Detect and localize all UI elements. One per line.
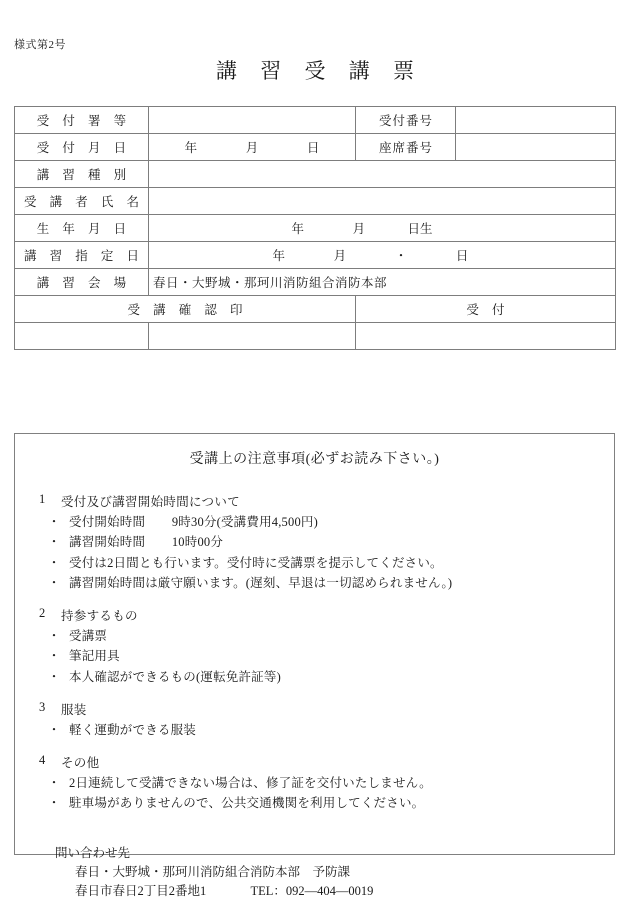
attendance-form-table (14, 106, 616, 350)
label-venue: 講 習 会 場 (15, 269, 149, 296)
label-birth-date: 生 年 月 日 (15, 215, 149, 242)
bullet-icon: ・ (47, 575, 61, 590)
list-item (39, 532, 614, 552)
notice-4-item-2: 駐車場がありませんので、公共交通機関を利用してください。 (69, 796, 425, 811)
table-row (15, 215, 616, 242)
label-reception: 受 付 (356, 296, 616, 323)
label-reception-date: 受 付 月 日 (15, 134, 149, 161)
label-designated-date: 講 習 指 定 日 (15, 242, 149, 269)
notice-box (14, 433, 615, 899)
notice-section-4 (39, 753, 614, 814)
page-title: 講 習 受 講 票 (216, 59, 423, 83)
label-attendee-name: 受 講 者 氏 名 (15, 188, 149, 215)
label-attendance-seal: 受 講 確 認 印 (15, 296, 356, 323)
signature-body-row (15, 323, 616, 350)
notice-2-item-1: 受講票 (69, 629, 108, 643)
notice-section-3-head (39, 700, 614, 718)
reception-date-month: 月 (245, 141, 259, 155)
list-item (39, 626, 614, 646)
field-seat-number[interactable] (456, 134, 616, 161)
notice-4-item-1: 2日連続して受講できない場合は、修了証を交付いたしません。 (69, 776, 432, 790)
designated-date-day: 日 (455, 249, 469, 263)
bullet-icon: ・ (47, 722, 61, 737)
field-designated-date[interactable] (149, 242, 616, 269)
form-number: 様式第2号 (14, 39, 66, 51)
notice-section-2-number: 2 (39, 606, 46, 620)
table-row (15, 269, 616, 296)
table-row (15, 107, 616, 134)
notice-1-item-3: 受付は2日間とも行います。受付時に受講票を提示してください。 (69, 555, 443, 570)
list-item (39, 667, 614, 687)
field-attendance-seal-day2[interactable] (149, 323, 356, 350)
field-reception-number[interactable] (456, 107, 616, 134)
bullet-icon: ・ (47, 649, 61, 664)
table-row (15, 134, 616, 161)
notice-1-item-2-value: 10時00分 (171, 535, 224, 550)
label-reception-number: 受付番号 (356, 107, 456, 134)
contact-telephone: TEL：092—404—0019 (250, 884, 374, 899)
notice-section-1-number: 1 (39, 492, 46, 506)
field-venue[interactable]: 春日・大野城・那珂川消防組合消防本部 (149, 269, 616, 296)
contact-organization: 春日・大野城・那珂川消防組合消防本部 予防課 (75, 864, 351, 879)
notice-1-item-1-value: 9時30分(受講費用4,500円) (171, 515, 318, 529)
notice-section-1-title: 受付及び講習開始時間について (61, 495, 240, 509)
notice-2-item-2: 筆記用具 (69, 649, 120, 664)
bullet-icon: ・ (47, 669, 61, 684)
bullet-icon: ・ (47, 535, 61, 550)
bullet-icon: ・ (47, 515, 61, 529)
notice-section-4-number: 4 (39, 753, 46, 767)
list-item (39, 646, 614, 666)
designated-date-month: 月 (333, 249, 347, 263)
designated-date-year: 年 (272, 249, 285, 263)
bullet-icon: ・ (47, 629, 61, 643)
field-course-type[interactable] (149, 161, 616, 188)
notice-1-item-1-label: 受付開始時間 (69, 515, 146, 529)
signature-header-row (15, 296, 616, 323)
bullet-icon: ・ (47, 796, 61, 811)
table-row (15, 188, 616, 215)
table-row (15, 242, 616, 269)
list-item (39, 573, 614, 593)
notice-list (15, 492, 614, 814)
birth-date-month: 月 (352, 222, 366, 236)
contact-address: 春日市春日2丁目2番地1 (75, 884, 207, 899)
birth-date-day: 日生 (407, 222, 433, 236)
notice-section-4-title: その他 (61, 756, 100, 770)
notice-section-3-number: 3 (39, 699, 46, 714)
notice-1-item-2-label: 講習開始時間 (69, 535, 146, 550)
field-birth-date[interactable] (149, 215, 616, 242)
field-reception-seal[interactable] (356, 323, 616, 350)
list-item (39, 793, 614, 813)
designated-date-separator: ・ (394, 249, 408, 263)
notice-section-3-title: 服装 (61, 702, 87, 717)
notice-section-3 (39, 700, 614, 740)
notice-section-2 (39, 606, 614, 687)
field-attendance-seal-day1[interactable] (15, 323, 149, 350)
contact-heading: 問い合わせ先 (55, 845, 131, 860)
notice-section-4-head (39, 753, 614, 771)
bullet-icon: ・ (47, 555, 61, 570)
list-item (39, 512, 614, 532)
bullet-icon: ・ (47, 776, 61, 790)
table-row (15, 161, 616, 188)
reception-date-day: 日 (306, 141, 320, 155)
notice-title: 受講上の注意事項(必ずお読み下さい。) (189, 452, 440, 467)
list-item (39, 553, 614, 573)
contact-block (15, 844, 614, 902)
reception-date-year: 年 (184, 141, 198, 155)
label-reception-office: 受 付 署 等 (15, 107, 149, 134)
list-item (39, 773, 614, 793)
notice-section-2-title: 持参するもの (61, 609, 138, 623)
notice-section-2-head (39, 606, 614, 624)
label-course-type: 講 習 種 別 (15, 161, 149, 188)
birth-date-year: 年 (291, 222, 304, 236)
list-item (39, 720, 614, 740)
field-reception-office[interactable] (149, 107, 356, 134)
notice-2-item-3: 本人確認ができるもの(運転免許証等) (69, 669, 281, 684)
notice-3-item-1: 軽く運動ができる服装 (69, 722, 197, 737)
field-attendee-name[interactable] (149, 188, 616, 215)
notice-1-item-4: 講習開始時間は厳守願います。(遅刻、早退は一切認められません。) (69, 575, 453, 590)
notice-section-1-head (39, 492, 614, 510)
notice-section-1 (39, 492, 614, 593)
field-reception-date[interactable] (149, 134, 356, 161)
label-seat-number: 座席番号 (356, 134, 456, 161)
